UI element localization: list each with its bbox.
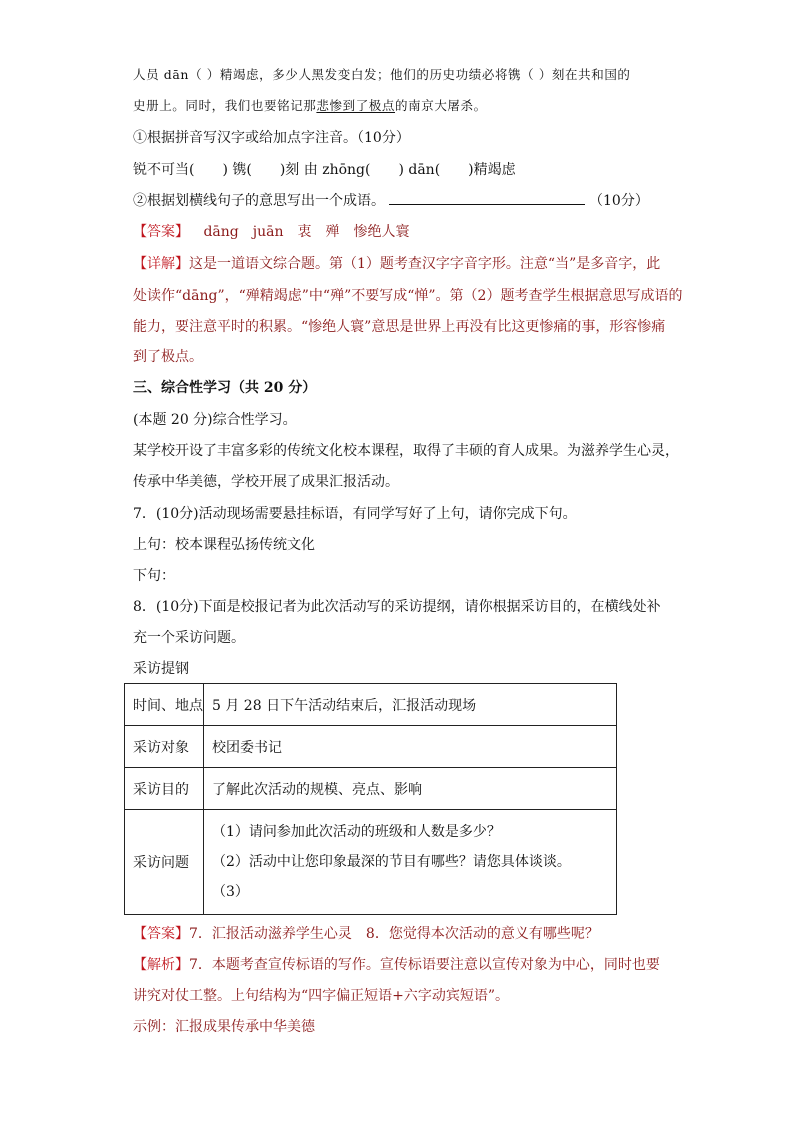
row-value: 校团委书记 xyxy=(204,726,617,768)
answer-tag: 【答案】 xyxy=(133,224,189,240)
answer-2 xyxy=(133,927,599,941)
detail-1-line-4: 到了极点。 xyxy=(133,349,203,365)
questions-cell xyxy=(204,810,617,915)
interview-question: （3） xyxy=(212,884,249,900)
underlined-phrase: 悲惨到了极点 xyxy=(316,98,396,113)
answer-text: 7．汇报活动滋养学生心灵 8．您觉得本次活动的意义有哪些呢？ xyxy=(189,926,599,942)
passage-text: 的南京大屠杀。 xyxy=(395,98,487,113)
answer-text: dāng juān 衷 殚 惨绝人寰 xyxy=(203,224,410,240)
passage-text: 史册上。同时，我们也要铭记那 xyxy=(133,98,317,113)
q1-task: ①根据拼音写汉字或给加点字注音。（10分） xyxy=(133,130,410,146)
answer-1 xyxy=(133,225,409,239)
row-label: 采访目的 xyxy=(125,768,204,810)
passage-line-2 xyxy=(133,100,487,113)
table-row xyxy=(125,684,617,726)
row-label: 时间、地点 xyxy=(125,684,204,726)
table-row xyxy=(125,726,617,768)
answer-blank xyxy=(389,194,585,205)
q8-prompt-2: 充一个采访问题。 xyxy=(133,630,245,646)
q1-task2-text: ②根据划横线句子的意思写出一个成语。 xyxy=(133,193,385,209)
analysis-line-2: 讲究对仗工整。上句结构为“四字偏正短语+六字动宾短语”。 xyxy=(133,988,510,1004)
detail-1-line-2: 处读作“dāng”，“殚精竭虑”中“殚”不要写成“惮”。第（2）题考查学生根据意思写成语的 xyxy=(133,288,683,304)
q7-lower-line: 下句： xyxy=(133,568,175,584)
passage-text: 人员 dān（ ）精竭虑，多少人黑发变白发；他们的历史功绩必将镌（ ）刻在共和国的 xyxy=(133,67,631,82)
q8-prompt-1: 8．(10分)下面是校报记者为此次活动写的采访提纲，请你根据采访目的，在横线处补 xyxy=(133,599,661,615)
section-3-intro-2: 传承中华美德，学校开展了成果汇报活动。 xyxy=(133,474,399,490)
table-row xyxy=(125,768,617,810)
interview-question: （2）活动中让您印象最深的节目有哪些？请您具体谈谈。 xyxy=(212,854,571,870)
row-label: 采访对象 xyxy=(125,726,204,768)
section-3-note: (本题 20 分)综合性学习。 xyxy=(133,412,297,428)
detail-tag: 【详解】 xyxy=(133,256,189,272)
detail-1-line-1 xyxy=(133,257,660,271)
section-3-heading: 三、综合性学习（共 20 分） xyxy=(133,380,317,396)
q7-upper-line: 上句：校本课程弘扬传统文化 xyxy=(133,537,315,553)
detail-1-line-3: 能力，要注意平时的积累。“惨绝人寰”意思是世界上再没有比这更惨痛的事，形容惨痛 xyxy=(133,319,666,335)
passage-line-1 xyxy=(133,69,631,82)
outline-title: 采访提钢 xyxy=(133,661,189,677)
q1-task2 xyxy=(133,194,649,208)
analysis-tag: 【解析】 xyxy=(133,957,189,973)
table-row xyxy=(125,810,617,915)
analysis-text: 7．本题考查宣传标语的写作。宣传标语要注意以宣传对象为中心，同时也要 xyxy=(189,957,660,973)
interview-outline-table xyxy=(124,683,617,915)
analysis-line-3: 示例：汇报成果传承中华美德 xyxy=(133,1019,315,1035)
interview-question: （1）请问参加此次活动的班级和人数是多少？ xyxy=(212,824,501,840)
row-value: 5 月 28 日下午活动结束后，汇报活动现场 xyxy=(204,684,617,726)
row-value: 了解此次活动的规模、亮点、影响 xyxy=(204,768,617,810)
row-label: 采访问题 xyxy=(125,810,204,915)
answer-tag: 【答案】 xyxy=(133,926,189,942)
q7-prompt: 7．(10分)活动现场需要悬挂标语，有同学写好了上句，请你完成下句。 xyxy=(133,506,577,522)
q1-task2-score: （10分） xyxy=(589,193,649,209)
q1-items: 锐不可当( ) 镌( )刻 由 zhōng( ) dān( )精竭虑 xyxy=(133,162,516,178)
detail-text: 这是一道语文综合题。第（1）题考查汉字字音字形。注意“当”是多音字，此 xyxy=(189,256,661,272)
section-3-intro-1: 某学校开设了丰富多彩的传统文化校本课程，取得了丰硕的育人成果。为滋养学生心灵， xyxy=(133,443,679,459)
analysis-line-1 xyxy=(133,958,660,972)
